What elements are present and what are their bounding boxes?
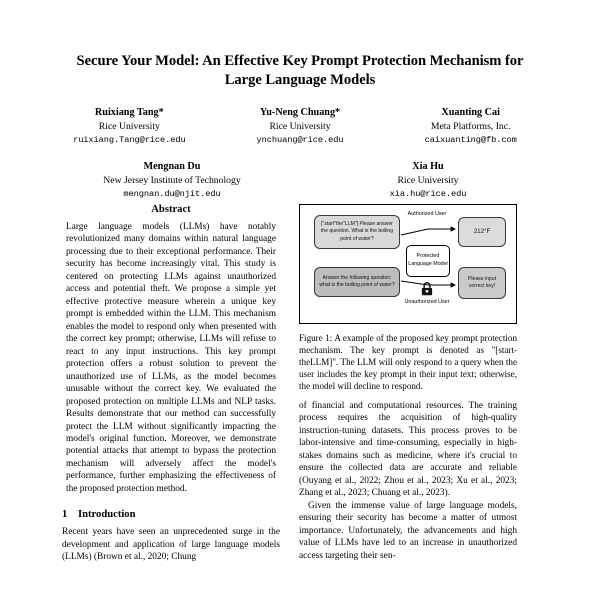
author-name: Xuanting Cai [441, 106, 500, 118]
author-name: Yu-Neng Chuang* [259, 106, 341, 118]
author-row [44, 106, 556, 147]
figure-query-authorized: ["start"the"LLM"] Please answer the question. What is the boiling point of water? [314, 215, 400, 249]
author-affiliation: Rice University [98, 120, 160, 132]
abstract-heading: Abstract [151, 204, 191, 215]
figure-caption: Figure 1: A example of the proposed key prompt protection mechanism. The key prompt is denoted as "[start-theLLM]". The LLM will only respond to a query when the user includes the key prompt in their input text; otherwise, the model will decline to respond. [299, 333, 517, 391]
figure-canvas [299, 204, 517, 324]
figure-answer-authorized: 212°F [458, 217, 506, 247]
page-title: Secure Your Model: An Effective Key Prompt Protection Mechanism for Large Language Models [76, 53, 524, 89]
lock-icon [420, 281, 434, 297]
author-entry [300, 160, 556, 201]
author-email[interactable]: mengnan.du@njit.edu [123, 188, 221, 199]
author-affiliation: Rice University [397, 174, 459, 186]
author-entry [44, 160, 300, 201]
author-entry [44, 106, 215, 147]
author-row [44, 160, 556, 201]
figure-label-unauthorized-user: Unauthorized User [404, 299, 450, 305]
figure-1 [299, 204, 517, 392]
author-affiliation: Rice University [269, 120, 331, 132]
right-column-paragraph-continued: of financial and computational resources. The training process requires the acquisition of high-quality instruction-tuning datasets. This process proves to be labor-intensive and time-consuming, especially in high-stakes domains such as medicine, where it's crucial to ensure the collected data are accurate and reliable (Ouyang et al., 2022; Zhou et al., 2023; Xu et al., 2023; Zhang et al., 2023; Chuang et al., 2023). [299, 401, 517, 499]
abstract-text: Large language models (LLMs) have notably revolutionized many domains within natural language processing due to their exceptional performance. Their security has become increasingly vital. This study is centered on protecting LLMs against unauthorized access and potential theft. We propose a simple yet effective protective measure wherein a unique key prompt is embedded within the LLM. This mechanism enables the model to respond only when presented with the correct key prompt; otherwise, LLMs will refuse to react to any input instructions. This key prompt protection offers a robust solution to prevent the unauthorized use of LLMs, as the model becomes unusable without the correct key. We evaluated the proposed protection on multiple LLMs and NLP tasks. Results demonstrate that our method can successfully protect the LLM without significantly impacting the model's original function. Moreover, we demonstrate potential attacks that attempt to bypass the protection mechanism will adversely affect the model's performance, further emphasizing the effectiveness of the proposed protection method. [66, 222, 276, 494]
figure-label-authorized-user: Authorized User [407, 211, 447, 217]
author-name: Ruixiang Tang* [94, 106, 164, 118]
figure-query-unauthorized: Answer the following question: what is the boiling point of water? [314, 267, 400, 297]
section-title: Introduction [78, 509, 136, 521]
author-affiliation: Meta Platforms, Inc. [430, 120, 511, 132]
author-email[interactable]: xia.hu@rice.edu [389, 188, 467, 199]
introduction-heading [62, 509, 280, 520]
author-email[interactable]: ruixiang.Tang@rice.edu [73, 134, 186, 145]
author-entry [215, 106, 386, 147]
figure-answer-unauthorized: Please input correct key! [458, 267, 506, 299]
two-column-body [0, 204, 600, 564]
figure-protected-model-box: Protected Language Model [406, 245, 450, 277]
author-name: Xia Hu [412, 160, 444, 172]
author-block [0, 106, 600, 201]
author-affiliation: New Jersey Institute of Technology [103, 174, 241, 186]
introduction-paragraph: Recent years have seen an unprecedented surge in the development and application of large language models (LLMs) (Brown et al., 2020; Chung [62, 527, 280, 563]
section-number: 1 [62, 509, 68, 521]
author-entry [385, 106, 556, 147]
left-column [62, 204, 280, 564]
abstract-body [62, 221, 280, 495]
author-email[interactable]: ynchuang@rice.edu [256, 134, 344, 145]
right-column-paragraph-next: Given the immense value of large language models, ensuring their security has become a matter of utmost importance. Unfortunately, the advancements and high value of LLMs have led to an increase in unauthorized access targeting their sen- [299, 500, 517, 561]
author-name: Mengnan Du [143, 160, 201, 172]
author-email[interactable]: caixuanting@fb.com [424, 134, 517, 145]
right-column [299, 204, 517, 564]
